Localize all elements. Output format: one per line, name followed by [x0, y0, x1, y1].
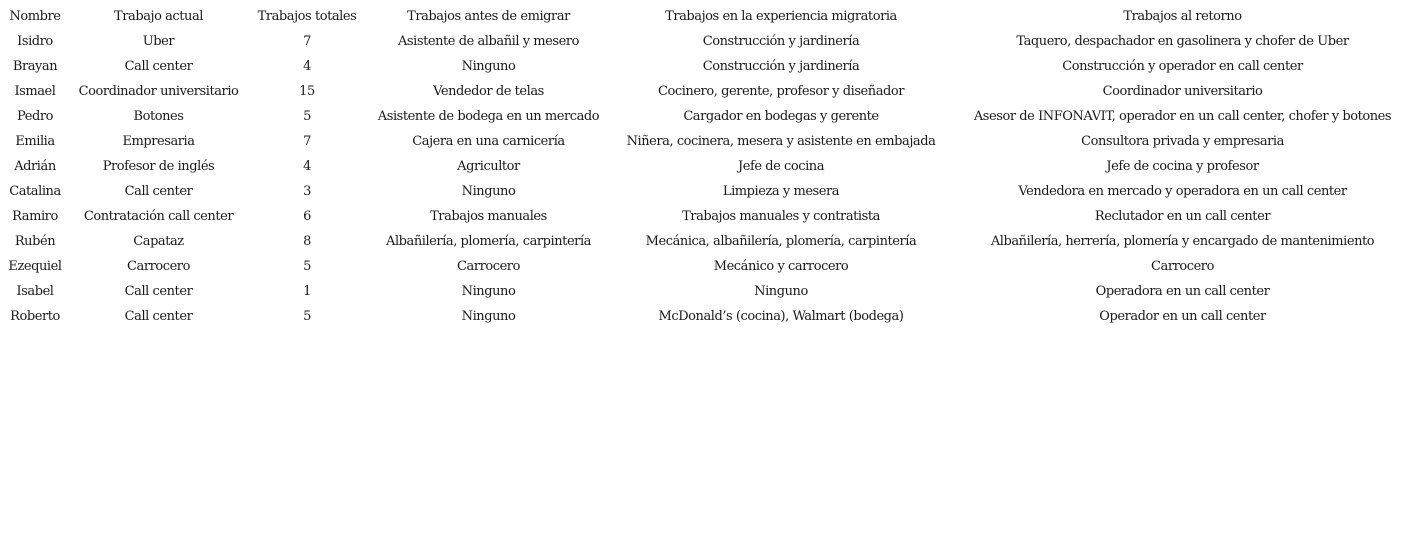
cell-jobs-before: Ninguno — [461, 184, 516, 199]
cell-jobs-during: Jefe de cocina — [737, 159, 825, 174]
cell-total-jobs: 4 — [303, 159, 311, 174]
cell-current-job: Call center — [124, 184, 193, 199]
cell-name: Ezequiel — [8, 259, 62, 274]
cell-jobs-return: Operador en un call center — [1099, 309, 1266, 324]
cell-jobs-return: Coordinador universitario — [1102, 84, 1263, 99]
cell-jobs-before: Albañilería, plomería, carpintería — [386, 234, 591, 249]
cell-jobs-during: Trabajos manuales y contratista — [682, 209, 880, 224]
cell-jobs-before: Asistente de albañil y mesero — [397, 34, 580, 49]
table-row — [0, 279, 1413, 304]
cell-jobs-during: Niñera, cocinera, mesera y asistente en embajada — [626, 134, 936, 149]
cell-current-job: Carrocero — [127, 259, 190, 274]
header-name: Nombre — [9, 9, 61, 24]
cell-name: Pedro — [17, 109, 53, 124]
cell-current-job: Contratación call center — [83, 209, 234, 224]
cell-jobs-during: Construcción y jardinería — [702, 34, 860, 49]
cell-jobs-during: Mecánica, albañilería, plomería, carpintería — [645, 234, 917, 249]
cell-jobs-return: Taquero, despachador en gasolinera y chofer de Uber — [1016, 34, 1349, 49]
cell-jobs-return: Operadora en un call center — [1095, 284, 1270, 299]
table-row — [0, 229, 1413, 254]
cell-jobs-return: Vendedora en mercado y operadora en un call center — [1018, 184, 1347, 199]
cell-current-job: Profesor de inglés — [102, 159, 215, 174]
cell-jobs-during: McDonald’s (cocina), Walmart (bodega) — [658, 309, 904, 324]
cell-total-jobs: 7 — [303, 34, 311, 49]
cell-jobs-during: Cocinero, gerente, profesor y diseñador — [657, 84, 905, 99]
cell-current-job: Call center — [124, 59, 193, 74]
cell-jobs-during: Limpieza y mesera — [722, 184, 840, 199]
cell-total-jobs: 6 — [303, 209, 311, 224]
cell-total-jobs: 4 — [303, 59, 311, 74]
cell-jobs-return: Construcción y operador en call center — [1062, 59, 1303, 74]
cell-total-jobs: 1 — [303, 284, 311, 299]
cell-jobs-before: Ninguno — [461, 284, 516, 299]
table-row — [0, 204, 1413, 229]
cell-jobs-before: Vendedor de telas — [433, 84, 544, 99]
cell-jobs-before: Cajera en una carnicería — [412, 134, 565, 149]
table-row — [0, 79, 1413, 104]
table-row — [0, 54, 1413, 79]
cell-current-job: Empresaria — [122, 134, 195, 149]
header-jobs-during: Trabajos en la experiencia migratoria — [665, 9, 897, 24]
cell-jobs-before: Agricultor — [457, 159, 520, 174]
table-row — [0, 129, 1413, 154]
cell-jobs-before: Ninguno — [461, 59, 516, 74]
cell-total-jobs: 3 — [303, 184, 311, 199]
table-row — [0, 304, 1413, 329]
cell-jobs-before: Trabajos manuales — [430, 209, 547, 224]
cell-current-job: Capataz — [133, 234, 184, 249]
cell-jobs-before: Carrocero — [457, 259, 520, 274]
header-total-jobs: Trabajos totales — [257, 9, 357, 24]
header-current-job: Trabajo actual — [114, 9, 203, 24]
header-jobs-return: Trabajos al retorno — [1123, 9, 1242, 24]
cell-total-jobs: 7 — [303, 134, 311, 149]
cell-current-job: Call center — [124, 309, 193, 324]
cell-name: Ismael — [14, 84, 56, 99]
cell-jobs-return: Albañilería, herrería, plomería y encargado de mantenimiento — [990, 234, 1375, 249]
cell-current-job: Call center — [124, 284, 193, 299]
jobs-table-container — [0, 4, 1415, 329]
cell-jobs-before: Asistente de bodega en un mercado — [377, 109, 600, 124]
cell-name: Isidro — [17, 34, 53, 49]
cell-jobs-during: Cargador en bodegas y gerente — [683, 109, 879, 124]
cell-current-job: Botones — [133, 109, 184, 124]
cell-name: Ramiro — [12, 209, 58, 224]
cell-name: Isabel — [16, 284, 54, 299]
table-header-row — [0, 4, 1413, 29]
cell-total-jobs: 8 — [303, 234, 311, 249]
cell-name: Emilia — [15, 134, 55, 149]
cell-jobs-return: Consultora privada y empresaria — [1081, 134, 1284, 149]
header-jobs-before: Trabajos antes de emigrar — [407, 9, 570, 24]
table-row — [0, 254, 1413, 279]
cell-name: Rubén — [14, 234, 56, 249]
cell-jobs-return: Reclutador en un call center — [1094, 209, 1271, 224]
cell-jobs-before: Ninguno — [461, 309, 516, 324]
cell-name: Adrián — [14, 159, 56, 174]
cell-total-jobs: 5 — [303, 109, 311, 124]
cell-current-job: Uber — [142, 34, 175, 49]
cell-total-jobs: 15 — [299, 84, 315, 99]
table-row — [0, 104, 1413, 129]
cell-jobs-return: Carrocero — [1151, 259, 1214, 274]
cell-current-job: Coordinador universitario — [78, 84, 239, 99]
cell-jobs-during: Construcción y jardinería — [702, 59, 860, 74]
cell-jobs-during: Mecánico y carrocero — [713, 259, 849, 274]
table-row — [0, 179, 1413, 204]
cell-total-jobs: 5 — [303, 259, 311, 274]
cell-name: Brayan — [12, 59, 58, 74]
migration-jobs-table — [0, 4, 1413, 329]
cell-jobs-during: Ninguno — [754, 284, 808, 299]
cell-total-jobs: 5 — [303, 309, 311, 324]
cell-name: Roberto — [10, 309, 60, 324]
table-row — [0, 29, 1413, 54]
cell-jobs-return: Jefe de cocina y profesor — [1106, 159, 1259, 174]
table-row — [0, 154, 1413, 179]
cell-name: Catalina — [9, 184, 61, 199]
cell-jobs-return: Asesor de INFONAVIT, operador en un call center, chofer y botones — [973, 109, 1392, 124]
